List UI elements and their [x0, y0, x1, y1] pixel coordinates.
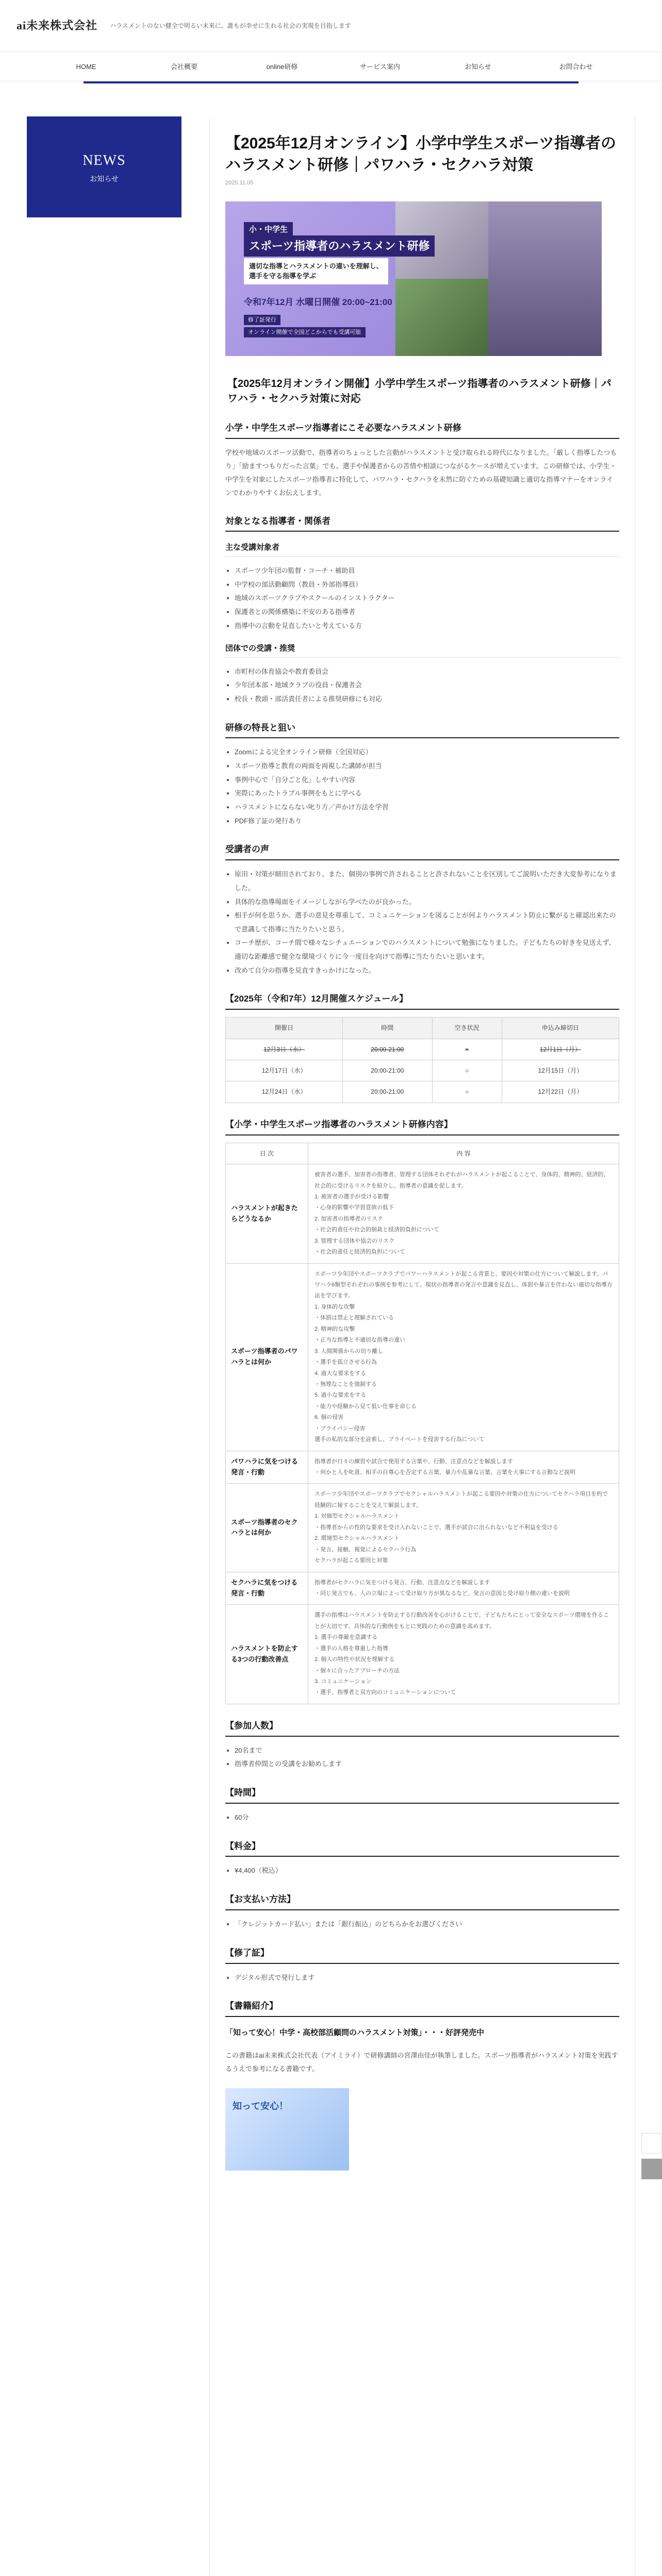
- list-item: • 具体的な指導場面をイメージしながら学べたのが良かった。: [235, 895, 619, 909]
- fee-heading: 【料金】: [225, 1839, 619, 1857]
- nav-home[interactable]: HOME: [76, 63, 96, 71]
- list-item: • 地域のスポーツクラブやスクールのインストラクター: [235, 591, 619, 605]
- list-item: • ¥4,400（税込）: [235, 1864, 619, 1878]
- features-heading: 研修の特長と狙い: [225, 721, 619, 739]
- list-item: • スポーツ指導と教育の両面を両視した講師が担当: [235, 759, 619, 773]
- book-cover-image[interactable]: [225, 2088, 349, 2171]
- nav-company[interactable]: 会社概要: [170, 63, 197, 71]
- certificate-heading: 【修了証】: [225, 1946, 619, 1964]
- target-list: [235, 564, 619, 633]
- capacity-list: [235, 1744, 619, 1771]
- table-header: 開催日: [226, 1018, 343, 1039]
- content-heading: 【小学・中学生スポーツ指導者のハラスメント研修内容】: [225, 1117, 619, 1136]
- main-target-heading: 主な受講対象者: [225, 541, 619, 557]
- hero-banner-image: [225, 201, 602, 356]
- table-cell: 12月3日（水）: [226, 1039, 343, 1060]
- features-list: [235, 745, 619, 828]
- content-desc: スポーツ少年団やスポーツクラブでパワーハラスメントが起こる背景と、要因や対策の仕方について解説します。パワハラ6類型それぞれの事例を参考にして、現状の指導者の発言や意識を見直し、体罰や暴言を伴わない適切な指導方法を学びます。 1. 身体的な攻撃 ・体罰は禁止と理解されている 2. 精神的な攻撃 ・正当な指導と不適切な指導の違い 3. 人間関係からの切り離し ・選手を孤立させる行為 4. 過大な要求をする ・無理なことを強制する 5. 過小な要求をする ・能力や経験から見て低い仕事を命じる 6. 個の侵害 ・プライバシー侵害 選手の私的な部分を詮索し、プライベートを侵害する行為について: [308, 1263, 619, 1451]
- banner-lead: 小・中学生: [244, 222, 293, 238]
- table-row: [226, 1451, 619, 1484]
- list-item: • 相手が何を思うか、選手の意見を尊重して、コミュニケーションを図ることが何よりハラスメント防止に繋がると確認出来たので意識して指導に当たりたいと思う。: [235, 909, 619, 936]
- table-row: [226, 1164, 619, 1264]
- list-item: • ハラスメントにならない叱り方／声かけ方法を学習: [235, 801, 619, 815]
- nav-accent-line: [84, 81, 578, 83]
- table-cell: 12月24日（水）: [226, 1081, 343, 1103]
- content-desc: 指導者がセクハラに気をつける発言、行動、注意点などを解説します ・同じ発言でも、人の立場によって受け取り方が異なるなど、発言の意図と受け取り側の違いを説明: [308, 1572, 619, 1605]
- table-cell: ×: [432, 1039, 502, 1060]
- scroll-top-button[interactable]: [641, 2159, 662, 2179]
- recaptcha-badge-icon[interactable]: [641, 2133, 662, 2154]
- content-table: [225, 1143, 619, 1704]
- time-heading: 【時間】: [225, 1786, 619, 1804]
- certificate-list: [235, 1971, 619, 1985]
- table-header-row: [226, 1143, 619, 1164]
- nav-online-training[interactable]: online研修: [266, 63, 298, 71]
- group-list: [235, 665, 619, 706]
- schedule-heading: 【2025年（令和7年）12月開催スケジュール】: [225, 992, 619, 1010]
- list-item: • PDF修了証の発行あり: [235, 815, 619, 828]
- table-row: [226, 1263, 619, 1451]
- fee-list: [235, 1864, 619, 1878]
- page-layout: [27, 116, 635, 2576]
- banner-tag-certificate: 修了証発行: [244, 315, 280, 326]
- list-item: • デジタル形式で発行します: [235, 1971, 619, 1985]
- banner-tag-online: オンライン開催で全国どこからでも受講可能: [244, 327, 366, 338]
- post-title: 【2025年12月オンライン】小学中学生スポーツ指導者のハラスメント研修｜パワハラ・セクハラ対策: [225, 135, 617, 174]
- global-nav: [0, 52, 662, 81]
- content-title: ハラスメントが起きたらどうなるか: [226, 1164, 308, 1264]
- table-row: [226, 1605, 619, 1704]
- book-cover-title: 知って安心！: [233, 2100, 288, 2111]
- table-cell: 12月15日（月）: [502, 1060, 619, 1081]
- capacity-heading: 【参加人数】: [225, 1719, 619, 1737]
- nav-contact[interactable]: お問合わせ: [559, 63, 593, 71]
- book-text: この書籍はai未来株式会社代表（アイミライ）で研修講師の宮澤由佳が執筆しました。スポーツ指導者がハラスメント対策を実践するうえで参考になる書籍です。: [225, 2051, 618, 2073]
- site-header: [0, 0, 662, 52]
- table-cell: 12月1日（月）: [502, 1039, 619, 1060]
- list-item: • 校長・教頭・部活責任者による推奨研修にも対応: [235, 692, 619, 706]
- voices-list: [235, 868, 619, 977]
- intro-heading: 【2025年12月オンライン開催】小学中学生スポーツ指導者のハラスメント研修｜パワハラ・セクハラ対策に対応: [227, 378, 611, 404]
- table-cell: 12月22日（月）: [502, 1081, 619, 1103]
- table-row: [226, 1081, 619, 1103]
- payment-list: [235, 1918, 619, 1931]
- list-item: • 原田・対策が細田されており、また、個別の事例で許されることと許されないことを区別してご説明いただき大変参考になりました。: [235, 868, 619, 895]
- banner-schedule: 令和7年12月 水曜日開催 20:00~21:00: [244, 297, 392, 307]
- table-header: 申込み締切日: [502, 1018, 619, 1039]
- list-item: • Zoomによる完全オンライン研修（全国対応）: [235, 745, 619, 759]
- list-item: • 指導中の言動を見直したいと考えている方: [235, 619, 619, 633]
- news-heading-en: NEWS: [82, 152, 126, 169]
- why-text: 学校や地域のスポーツ活動で、指導者のちょっとした言動がハラスメントと受け取られる時代になりました。「厳しく指導したつもり」「励ますつもりだった言葉」でも、選手や保護者からの苦情や相談につながるケースが増えています。この研修では、小学生・中学生を対象にしたスポーツ指導者に特化して、パワハラ・セクハラを未然に防ぐための基礎知識と適切な指導マナーをオンラインでわかりやすくお伝えします。: [225, 448, 617, 497]
- content-title: パワハラに気をつける発言・行動: [226, 1451, 308, 1484]
- article: [209, 116, 635, 2576]
- list-item: • 少年団本部・地域クラブの役員・保護者会: [235, 679, 619, 692]
- banner-subtext: 適切な指導とハラスメントの違いを理解し、選手を守る指導を学ぶ: [244, 258, 388, 284]
- nav-news[interactable]: お知らせ: [465, 63, 491, 71]
- header-tagline: ハラスメントのない健全で明るい未来に。誰もが幸せに生れる社会の実現を目指します: [110, 22, 351, 29]
- content-title: スポーツ指導者のパワハラとは何か: [226, 1263, 308, 1451]
- list-item: • 「クレジットカード払い」または「銀行振込」のどちらかをお選びください: [235, 1918, 619, 1931]
- content-desc: 指導者が日々の練習や試合で使用する言葉や、行動、注意点などを解説します ・何かと人を叱責、相手の自尊心を否定する言葉、暴力や乱暴な言葉、言葉を大事にする言動など説明: [308, 1451, 619, 1484]
- table-cell: 20:00-21:00: [343, 1081, 432, 1103]
- table-row: [226, 1060, 619, 1081]
- news-heading-ja: お知らせ: [90, 174, 119, 183]
- content-desc: 選手の指導はハラスメントを防止する行動改善を心がけることで、子どもたちにとって安全なスポーツ環境を作ることが大切です。具体的な行動例をもとに実践のための意識を高めます。 1. 選手の尊厳を意識する ・選手の人格を尊重した指導 2. 個人の特性や状況を理解する ・個々に合ったアプローチの方法 3. コミュニケーション ・選手、指導者と双方向のコミュニケーションについて: [308, 1605, 619, 1704]
- list-item: • 保護者との関係構築に不安のある指導者: [235, 605, 619, 619]
- list-item: • 市町村の体育協会や教育委員会: [235, 665, 619, 679]
- book-heading: 【書籍紹介】: [225, 1999, 619, 2017]
- table-header: 空き状況: [432, 1018, 502, 1039]
- list-item: • 60分: [235, 1811, 619, 1825]
- list-item: • 中学校の部活動顧問（教員・外部指導員）: [235, 578, 619, 592]
- banner-photo-coach: [488, 201, 602, 356]
- table-cell: ○: [432, 1060, 502, 1081]
- banner-headline: スポーツ指導者のハラスメント研修: [244, 235, 435, 257]
- list-item: • コーチ歴が、コーチ間で様々なシチュエーションでのハラスメントについて勉強になりました。子どもたちの好きを見送えず、適切な距離感で健全な環境づくりに今一度目を向けて指導に当たりたいと思います。: [235, 936, 619, 963]
- content-title: セクハラに気をつける発言・行動: [226, 1572, 308, 1605]
- table-header: 時間: [343, 1018, 432, 1039]
- content-desc: スポーツ少年団やスポーツクラブでセクシャルハラスメントが起こる要因や対策の仕方についてセクハラ項目を約で経験的に接することを交えて解説します。 1. 対価型セクシャルハラスメント ・指導者からの性的な要求を受け入れないことで、選手が試合に出られないなど不利益を受ける 2. 環境型セクシャルハラスメント ・発言、接触、視覚によるセクハラ行為 セクハラが起こる要因と対策: [308, 1484, 619, 1572]
- list-item: • 実際にあったトラブル事例をもとに学べる: [235, 787, 619, 801]
- table-header: 日 次: [226, 1143, 308, 1164]
- time-list: [235, 1811, 619, 1825]
- company-logo[interactable]: ai未来株式会社: [16, 19, 98, 32]
- content-title: ハラスメントを防止する3つの行動改善点: [226, 1605, 308, 1704]
- table-cell: 20:00-21:00: [343, 1039, 432, 1060]
- table-header-row: [226, 1018, 619, 1039]
- table-cell: 20:00-21:00: [343, 1060, 432, 1081]
- schedule-table: [225, 1017, 619, 1103]
- list-item: • 20名まで: [235, 1744, 619, 1758]
- post-date: 2025.11.05: [225, 180, 254, 186]
- table-row: [226, 1484, 619, 1572]
- list-item: • 改めて自分の指導を見直すきっかけになった。: [235, 964, 619, 978]
- list-item: • 事例中心で「自分ごと化」しやすい内容: [235, 773, 619, 787]
- why-heading: 小学・中学生スポーツ指導者にこそ必要なハラスメント研修: [225, 421, 619, 439]
- target-heading: 対象となる指導者・関係者: [225, 514, 619, 532]
- news-heading-box: [27, 116, 181, 217]
- voices-heading: 受講者の声: [225, 842, 619, 860]
- table-cell: ○: [432, 1081, 502, 1103]
- list-item: • スポーツ少年団の監督・コーチ・補助員: [235, 564, 619, 578]
- content-title: スポーツ指導者のセクハラとは何か: [226, 1484, 308, 1572]
- nav-services[interactable]: サービス案内: [359, 63, 400, 71]
- content-desc: 被害者の選手、加害者の指導者、管理する団体それぞれがハラスメントが起こることで、身体的、精神的、経済的、社会的に受けるリスクを紹介し、指導者の意識を促します。 1. 被害者の選手が受ける影響 ・心身的影響や学習意欲の低下 2. 加害者の指導者のリスク ・社会的責任や社会的制裁と経済的負担について 3. 管理する団体や協会のリスク ・社会的責任と経済的負担について: [308, 1164, 619, 1264]
- table-cell: 12月17日（水）: [226, 1060, 343, 1081]
- list-item: • 指導者仲間との受講をお勧めします: [235, 1757, 619, 1771]
- table-row: [226, 1572, 619, 1605]
- table-row: [226, 1039, 619, 1060]
- banner-photo-players: [395, 279, 488, 356]
- table-header: 内 容: [308, 1143, 619, 1164]
- sidebar: [27, 116, 181, 2576]
- group-heading: 団体での受講・推奨: [225, 642, 619, 658]
- payment-heading: 【お支払い方法】: [225, 1892, 619, 1910]
- book-title: 「知って安心！中学・高校部活顧問のハラスメント対策」・・・好評発売中: [225, 2028, 485, 2038]
